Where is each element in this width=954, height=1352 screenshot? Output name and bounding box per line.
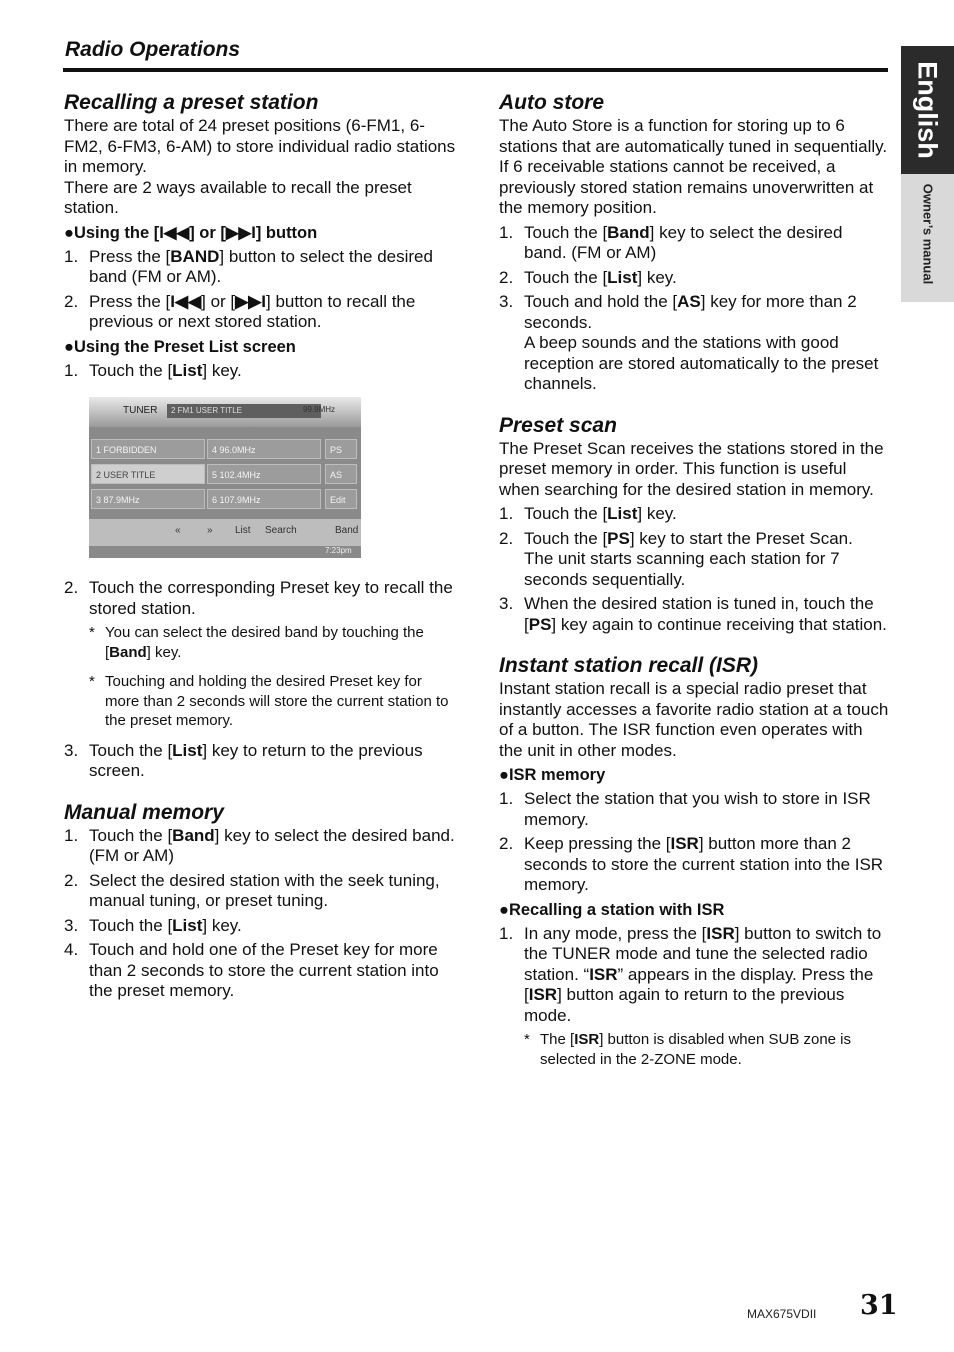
prev-key[interactable]: « <box>175 525 181 536</box>
list-item: 3. Touch the [List] key to return to the previous screen. <box>64 740 423 780</box>
recall-steps-continued <box>64 578 456 619</box>
as-key[interactable]: AS <box>325 464 357 484</box>
list-item: 1. Touch the [List] key. <box>499 504 677 523</box>
preset-key[interactable]: 6 107.9MHz <box>207 489 321 509</box>
isr-title: Instant station recall (ISR) <box>499 654 759 677</box>
screen-tuner-label: TUNER <box>123 405 158 416</box>
screen-clock: 7:23pm <box>325 546 352 555</box>
auto-store-steps <box>499 223 889 395</box>
manual-memory-title: Manual memory <box>64 800 224 824</box>
header-rule <box>63 68 888 72</box>
list-item: 2. Select the desired station with the seek tuning, manual tuning, or preset tuning. <box>64 870 440 910</box>
recall-intro-1: There are total of 24 preset positions (6-FM1, 6-FM2, 6-FM3, 6-AM) to store individual radio stations in memory. <box>64 116 456 176</box>
preset-scan-title: Preset scan <box>499 413 617 437</box>
screen-bottom-bar <box>89 519 361 546</box>
subheading-isr-recall: ●Recalling a station with ISR <box>499 900 725 919</box>
recall-steps-final <box>64 741 456 782</box>
isr-memory-steps <box>499 789 889 896</box>
subheading-button-method: ●Using the [I◀◀] or [▶▶I] button <box>64 223 318 242</box>
list-item: 3. Touch the [List] key. <box>64 915 242 935</box>
bullet-icon: ● <box>64 337 74 356</box>
list-item: 1. Select the station that you wish to store in ISR memory. <box>499 789 871 829</box>
page-number: 31 <box>860 1290 898 1321</box>
preset-key[interactable]: 3 87.9MHz <box>91 489 205 509</box>
list-screen-steps <box>64 361 456 382</box>
recall-intro-2: There are 2 ways available to recall the preset station. <box>64 177 412 217</box>
list-item: 1. Touch the [Band] key to select the desired band. (FM or AM) <box>499 222 843 262</box>
manual-memory-section <box>64 800 456 1002</box>
language-label: English <box>912 61 943 159</box>
band-key[interactable]: Band <box>335 525 359 536</box>
isr-section <box>499 653 889 1069</box>
preset-scan-section <box>499 413 889 636</box>
button-method-steps <box>64 247 456 333</box>
bullet-icon: ● <box>499 900 509 919</box>
list-item: 1. Touch the [List] key. <box>64 360 242 380</box>
right-column <box>499 90 889 1069</box>
preset-list-screenshot <box>89 397 361 558</box>
preset-scan-steps <box>499 504 889 635</box>
language-tab-dark <box>901 46 954 174</box>
preset-key[interactable]: 1 FORBIDDEN <box>91 439 205 459</box>
isr-recall-steps <box>499 924 889 1027</box>
list-item: 1. Press the [BAND] button to select the desired band (FM or AM). <box>64 246 433 286</box>
manual-memory-steps <box>64 826 456 1002</box>
screen-header: 2 FM1 USER TITLE <box>167 404 321 418</box>
subheading-isr-memory: ●ISR memory <box>499 766 606 784</box>
auto-store-title: Auto store <box>499 91 604 114</box>
isr-intro: Instant station recall is a special radio preset that instantly accesses a favorite radio station at a touch of a button. The ISR function even operates with the unit in other modes. <box>499 679 889 760</box>
ps-key[interactable]: PS <box>325 439 357 459</box>
bullet-icon: ● <box>64 223 74 242</box>
language-tab <box>901 46 954 302</box>
list-item: 2. Touch the [List] key. <box>499 267 677 287</box>
owners-manual-label: Owner’s manual <box>920 183 936 285</box>
list-item: 2. Keep pressing the [ISR] button more than 2 seconds to store the current station into the ISR memory. <box>499 834 884 894</box>
list-item: 3. When the desired station is tuned in, touch the [PS] key again to continue receiving that station. <box>499 594 887 634</box>
model-number: MAX675VDII <box>747 1307 817 1321</box>
note: * You can select the desired band by touching the [Band] key. <box>89 624 424 661</box>
list-item: 3. Touch and hold the [AS] key for more than 2 seconds. A beep sounds and the stations with good reception are stored automatically to the preset channels. <box>499 292 879 393</box>
left-column <box>64 90 456 1002</box>
preset-key[interactable]: 5 102.4MHz <box>207 464 321 484</box>
edit-key[interactable]: Edit <box>325 489 357 509</box>
subheading-list-screen: ●Using the Preset List screen <box>64 337 296 356</box>
note: * The [ISR] button is disabled when SUB zone is selected in the 2-ZONE mode. <box>524 1031 852 1068</box>
search-key[interactable]: Search <box>265 525 297 536</box>
recall-title: Recalling a preset station <box>64 91 319 114</box>
list-item: 1. In any mode, press the [ISR] button to switch to the TUNER mode and tune the selected radio station. “ISR” appears in the display. Press the [ISR] button again to return to the previous mode. <box>499 923 882 1025</box>
bullet-icon: ● <box>499 766 509 784</box>
preset-scan-intro: The Preset Scan receives the stations stored in the preset memory in order. This function is useful when searching for the desired station in memory. <box>499 438 884 499</box>
list-key[interactable]: List <box>235 525 251 536</box>
screen-top-frequency: 99.9MHz <box>303 405 336 414</box>
list-item: 4. Touch and hold one of the Preset key for more than 2 seconds to store the current station into the preset memory. <box>64 940 439 1000</box>
list-item: 2. Press the [I◀◀] or [▶▶I] button to recall the previous or next stored station. <box>64 291 416 331</box>
note: * Touching and holding the desired Preset key for more than 2 seconds will store the current station to the preset memory. <box>89 673 449 729</box>
preset-key[interactable]: 2 USER TITLE <box>91 464 205 484</box>
list-item: 2. Touch the [PS] key to start the Preset Scan. The unit starts scanning each station for 7 seconds sequentially. <box>499 528 853 589</box>
preset-key[interactable]: 4 96.0MHz <box>207 439 321 459</box>
list-item: 2. Touch the corresponding Preset key to recall the stored station. <box>64 578 453 618</box>
list-item: 1. Touch the [Band] key to select the desired band. (FM or AM) <box>64 825 455 865</box>
section-header: Radio Operations <box>65 38 241 61</box>
auto-store-intro: The Auto Store is a function for storing up to 6 stations that are automatically tuned in sequentially. If 6 receivable stations cannot be received, a previously stored station remains unoverwritten at the memory position. <box>499 116 888 217</box>
next-key[interactable]: » <box>207 525 213 536</box>
